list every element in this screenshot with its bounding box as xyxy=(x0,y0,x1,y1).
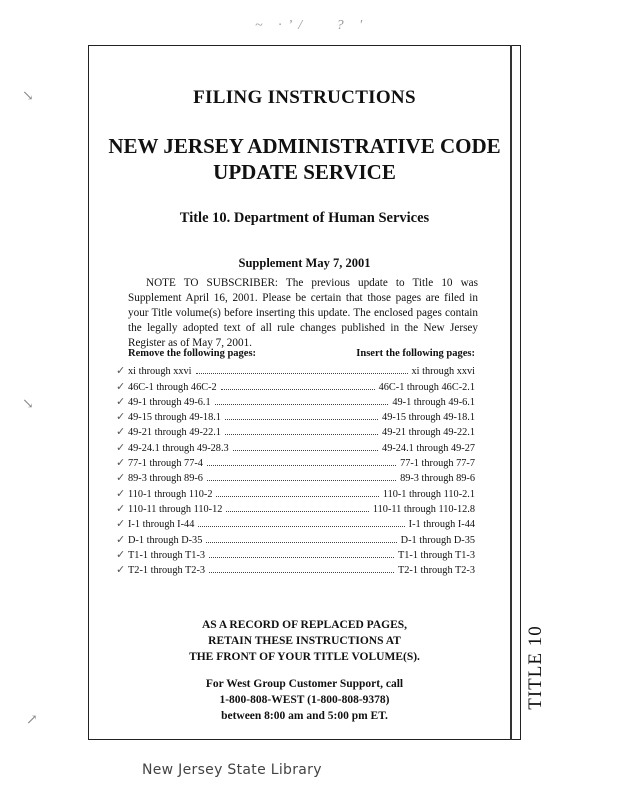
code-heading-line1: NEW JERSEY ADMINISTRATIVE CODE xyxy=(108,134,501,158)
insert-pages: 49-24.1 through 49-27 xyxy=(382,442,475,454)
list-item xyxy=(116,469,475,485)
list-item xyxy=(116,362,475,378)
margin-mark: ↘ xyxy=(22,89,34,104)
check-mark-icon: ✓ xyxy=(116,472,126,485)
insert-pages: I-1 through I-44 xyxy=(408,519,475,531)
remove-pages: T2-1 through T2-3 xyxy=(128,565,206,577)
side-tab xyxy=(521,620,547,715)
remove-pages: 49-21 through 49-22.1 xyxy=(128,427,221,439)
library-stamp: New Jersey State Library xyxy=(142,762,322,778)
insert-pages: T1-1 through T1-3 xyxy=(397,549,475,561)
list-item xyxy=(116,423,475,439)
record-line: THE FRONT OF YOUR TITLE VOLUME(S). xyxy=(189,651,420,663)
page-title: FILING INSTRUCTIONS xyxy=(193,87,416,108)
insert-pages: 110-1 through 110-2.1 xyxy=(382,488,475,500)
remove-pages: 77-1 through 77-4 xyxy=(128,458,203,470)
list-item xyxy=(116,546,475,561)
remove-pages: 49-15 through 49-18.1 xyxy=(128,412,221,424)
dot-leader xyxy=(196,373,408,374)
dot-leader xyxy=(209,557,394,558)
support-line: For West Group Customer Support, call xyxy=(205,678,404,690)
list-item xyxy=(116,530,475,546)
remove-heading: Remove the following pages: xyxy=(128,348,257,359)
subscriber-note xyxy=(128,276,478,351)
list-item xyxy=(116,393,475,408)
remove-pages: 110-11 through 110-12 xyxy=(128,503,223,515)
dot-leader xyxy=(225,434,378,435)
insert-pages: 46C-1 through 46C-2.1 xyxy=(378,381,475,393)
margin-mark: ↗ xyxy=(26,713,38,728)
insert-pages: 49-15 through 49-18.1 xyxy=(382,412,475,424)
list-item xyxy=(116,484,475,500)
remove-pages: 49-1 through 49-6.1 xyxy=(128,396,211,408)
side-tab-label: TITLE 10 xyxy=(525,625,546,710)
supplement-date: Supplement May 7, 2001 xyxy=(238,256,371,270)
code-heading-line2: UPDATE SERVICE xyxy=(213,160,396,184)
insert-pages: xi through xxvi xyxy=(411,366,475,378)
insert-pages: T2-1 through T2-3 xyxy=(397,565,475,577)
check-mark-icon: ✓ xyxy=(116,548,126,561)
check-mark-icon: ✓ xyxy=(116,502,126,515)
insert-heading: Insert the following pages: xyxy=(356,348,475,359)
check-mark-icon: ✓ xyxy=(116,395,126,408)
check-mark-icon: ✓ xyxy=(116,457,126,470)
check-mark-icon: ✓ xyxy=(116,487,126,500)
page-list xyxy=(116,362,475,577)
list-item xyxy=(116,561,475,577)
list-item xyxy=(116,377,475,393)
dot-leader xyxy=(233,450,378,451)
record-instructions xyxy=(88,617,521,665)
customer-support xyxy=(88,676,521,724)
remove-pages: I-1 through I-44 xyxy=(128,519,195,531)
remove-pages: 110-1 through 110-2 xyxy=(128,488,213,500)
insert-pages: 110-11 through 110-12.8 xyxy=(372,503,475,515)
remove-pages: xi through xxvi xyxy=(128,366,192,378)
dot-leader xyxy=(209,572,394,573)
support-line: 1-800-808-WEST (1-800-808-9378) xyxy=(219,694,390,706)
list-item xyxy=(116,438,475,454)
check-mark-icon: ✓ xyxy=(116,518,126,531)
dot-leader xyxy=(198,526,404,527)
dot-leader xyxy=(207,465,396,466)
dot-leader xyxy=(207,480,396,481)
record-line: AS A RECORD OF REPLACED PAGES, xyxy=(201,619,408,631)
dot-leader xyxy=(221,389,375,390)
record-line: RETAIN THESE INSTRUCTIONS AT xyxy=(208,635,401,647)
remove-pages: T1-1 through T1-3 xyxy=(128,549,206,561)
dot-leader xyxy=(216,496,378,497)
remove-pages: 46C-1 through 46C-2 xyxy=(128,381,217,393)
column-headers xyxy=(128,348,475,362)
check-mark-icon: ✓ xyxy=(116,411,126,424)
margin-mark: ↘ xyxy=(22,397,34,412)
list-item xyxy=(116,454,475,470)
insert-pages: 49-1 through 49-6.1 xyxy=(392,396,475,408)
department-heading: Title 10. Department of Human Services xyxy=(179,210,430,226)
check-mark-icon: ✓ xyxy=(116,533,126,546)
dot-leader xyxy=(226,511,369,512)
subscriber-note-text: NOTE TO SUBSCRIBER: The previous update to Title 10 was Supplement April 16, 2001. Please be certain that those pages are filed in your Title volume(s) before inserting this update. The enclosed pages contain the legally adopted text of all rule changes published in the New Jersey Register as of May 7, 2001. xyxy=(128,277,478,349)
insert-pages: 77-1 through 77-7 xyxy=(400,458,475,470)
insert-pages: D-1 through D-35 xyxy=(400,534,475,546)
list-item xyxy=(116,500,475,515)
dot-leader xyxy=(206,542,396,543)
remove-pages: 89-3 through 89-6 xyxy=(128,473,203,485)
check-mark-icon: ✓ xyxy=(116,365,126,378)
insert-pages: 89-3 through 89-6 xyxy=(400,473,475,485)
check-mark-icon: ✓ xyxy=(116,426,126,439)
list-item xyxy=(116,408,475,424)
check-mark-icon: ✓ xyxy=(116,441,126,454)
check-mark-icon: ✓ xyxy=(116,564,126,577)
dot-leader xyxy=(225,419,378,420)
top-handwritten-scribble: ~ ·’/ ? ' xyxy=(255,18,369,33)
support-line: between 8:00 am and 5:00 pm ET. xyxy=(221,710,388,722)
check-mark-icon: ✓ xyxy=(116,380,126,393)
remove-pages: D-1 through D-35 xyxy=(128,534,203,546)
remove-pages: 49-24.1 through 49-28.3 xyxy=(128,442,229,454)
dot-leader xyxy=(215,404,389,405)
list-item xyxy=(116,515,475,531)
insert-pages: 49-21 through 49-22.1 xyxy=(382,427,475,439)
